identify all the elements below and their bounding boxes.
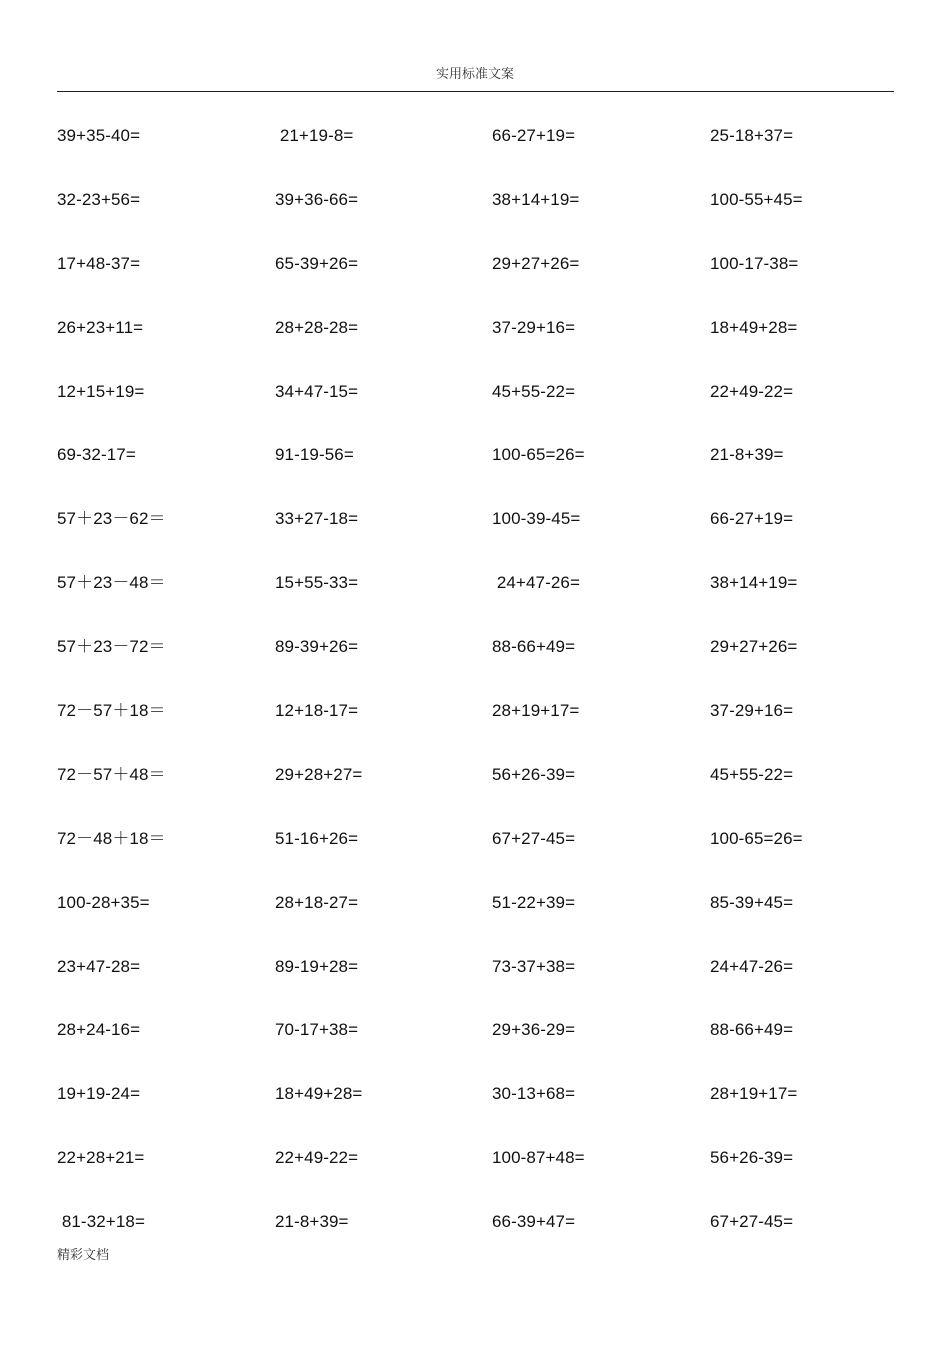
math-problem: 12+15+19=: [57, 381, 145, 401]
math-problem: 72－57＋18＝: [57, 701, 166, 721]
math-problem: 28+24-16=: [57, 1020, 141, 1040]
math-problem: 25-18+37=: [710, 126, 794, 145]
math-problem: 100-28+35=: [57, 892, 150, 912]
math-problem: 18+49+28=: [710, 317, 798, 337]
math-problem: 81-32+18=: [57, 1212, 145, 1232]
math-problem: 88-66+49=: [710, 1020, 794, 1040]
math-problem: 51-16+26=: [275, 828, 359, 848]
math-problem: 67+27-45=: [492, 828, 576, 848]
problem-grid: [57, 124, 897, 1274]
math-problem: 57＋23－72＝: [57, 637, 166, 657]
math-problem: 29+27+26=: [710, 637, 798, 657]
math-problem: 24+47-26=: [492, 573, 580, 593]
math-problem: 19+19-24=: [57, 1084, 141, 1104]
math-problem: 29+28+27=: [275, 764, 363, 784]
math-problem: 22+49-22=: [710, 381, 794, 401]
math-problem: 23+47-28=: [57, 956, 141, 976]
page-footer: 精彩文档: [57, 1248, 110, 1263]
math-problem: 21-8+39=: [275, 1212, 349, 1232]
math-problem: 51-22+39=: [492, 892, 576, 912]
math-problem: 29+27+26=: [492, 253, 580, 273]
math-problem: 100-39-45=: [492, 509, 581, 529]
math-problem: 29+36-29=: [492, 1020, 576, 1040]
math-problem: 24+47-26=: [710, 956, 794, 976]
math-problem: 72－57＋48＝: [57, 764, 166, 784]
math-problem: 17+48-37=: [57, 253, 141, 273]
math-problem: 66-27+19=: [710, 509, 794, 529]
math-problem: 38+14+19=: [710, 573, 798, 593]
math-problem: 56+26-39=: [710, 1148, 794, 1168]
math-problem: 57＋23－62＝: [57, 509, 166, 529]
math-problem: 69-32-17=: [57, 445, 136, 465]
math-problem: 57＋23－48＝: [57, 573, 166, 593]
math-problem: 37-29+16=: [492, 317, 576, 337]
math-problem: 37-29+16=: [710, 701, 794, 721]
header-rule: [57, 91, 894, 92]
math-problem: 45+55-22=: [492, 381, 576, 401]
math-problem: 39+36-66=: [275, 189, 359, 209]
math-problem: 89-39+26=: [275, 637, 359, 657]
math-problem: 28+28-28=: [275, 317, 359, 337]
math-problem: 26+23+11=: [57, 317, 144, 337]
math-problem: 28+19+17=: [492, 701, 580, 721]
math-problem: 66-27+19=: [492, 126, 576, 145]
math-problem: 33+27-18=: [275, 509, 359, 529]
math-problem: 100-17-38=: [710, 253, 799, 273]
math-problem: 15+55-33=: [275, 573, 359, 593]
math-problem: 85-39+45=: [710, 892, 794, 912]
math-problem: 65-39+26=: [275, 253, 359, 273]
math-problem: 100-65=26=: [492, 445, 585, 465]
math-problem: 12+18-17=: [275, 701, 359, 721]
math-problem: 34+47-15=: [275, 381, 359, 401]
math-problem: 70-17+38=: [275, 1020, 359, 1040]
math-problem: 30-13+68=: [492, 1084, 576, 1104]
math-problem: 22+28+21=: [57, 1148, 145, 1168]
math-problem: 18+49+28=: [275, 1084, 363, 1104]
page-header: 实用标准文案: [435, 67, 514, 82]
math-problem: 100-55+45=: [710, 189, 803, 209]
math-problem: 100-87+48=: [492, 1148, 585, 1168]
math-problem: 39+35-40=: [57, 126, 141, 145]
math-problem: 28+18-27=: [275, 892, 359, 912]
math-problem: 38+14+19=: [492, 189, 580, 209]
math-problem: 45+55-22=: [710, 764, 794, 784]
math-problem: 66-39+47=: [492, 1212, 576, 1232]
math-problem: 32-23+56=: [57, 189, 141, 209]
math-problem: 73-37+38=: [492, 956, 576, 976]
math-problem: 88-66+49=: [492, 637, 576, 657]
math-problem: 28+19+17=: [710, 1084, 798, 1104]
math-problem: 72－48＋18＝: [57, 828, 166, 848]
math-problem: 89-19+28=: [275, 956, 359, 976]
math-problem: 91-19-56=: [275, 445, 354, 465]
math-problem: 100-65=26=: [710, 828, 803, 848]
math-problem: 56+26-39=: [492, 764, 576, 784]
math-problem: 67+27-45=: [710, 1212, 794, 1232]
math-problem: 22+49-22=: [275, 1148, 359, 1168]
math-problem: 21-8+39=: [710, 445, 784, 465]
math-problem: 21+19-8=: [275, 126, 354, 145]
